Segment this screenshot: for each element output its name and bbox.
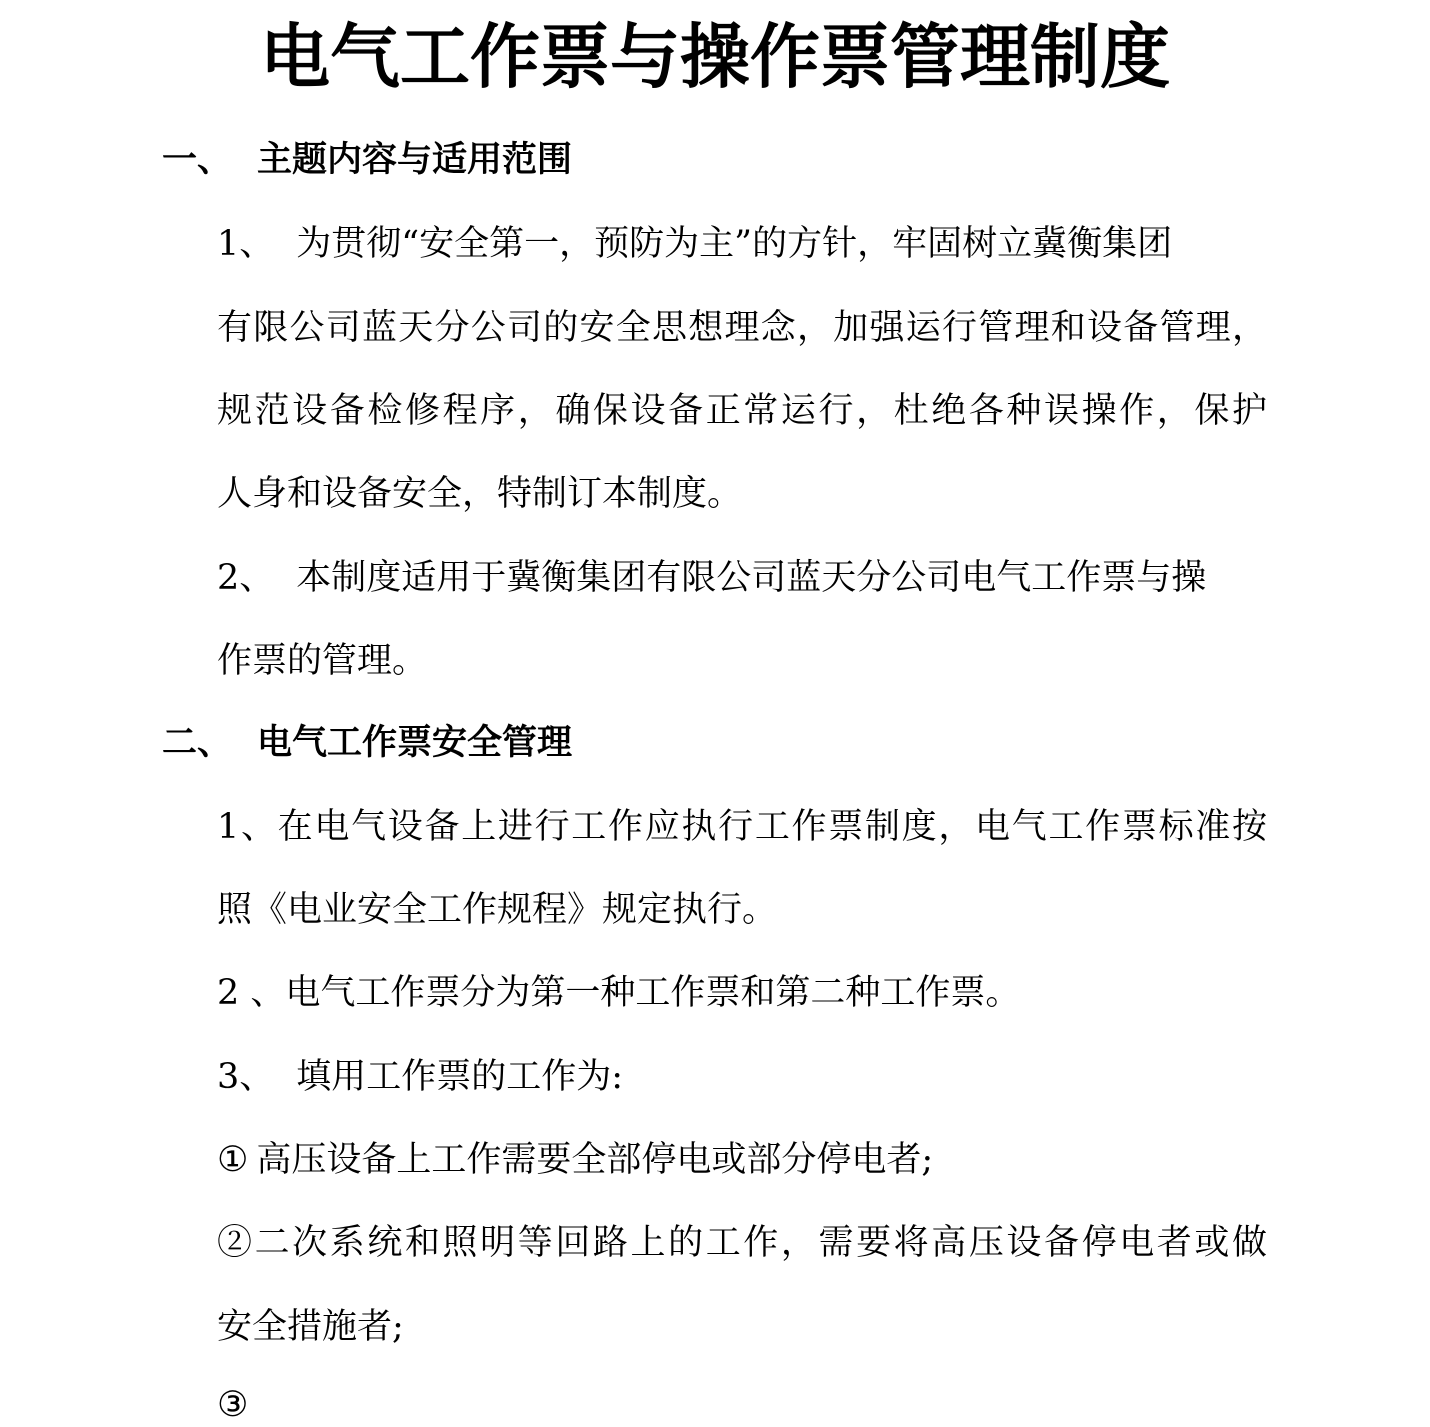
section-title: 电气工作票安全管理 (257, 722, 573, 763)
item-number: 2、 (217, 558, 275, 598)
item-number: 3、 (217, 1057, 275, 1097)
section-number: 二、 (162, 722, 233, 763)
list-item: ②二次系统和照明等回路上的工作，需要将高压设备停电者或做 (217, 1223, 1267, 1263)
list-marker: ① (217, 1140, 249, 1180)
list-item-text: 高压设备上工作需要全部停电或部分停电者; (256, 1140, 934, 1180)
paragraph-line: 2 、电气工作票分为第一种工作票和第二种工作票。 (217, 973, 1021, 1013)
paragraph-line: 安全措施者; (217, 1307, 404, 1347)
paragraph-line (217, 556, 1267, 600)
section-title: 主题内容与适用范围 (257, 139, 573, 180)
paragraph-line: 人身和设备安全，特制订本制度。 (217, 474, 743, 514)
paragraph-line (217, 222, 1267, 266)
list-item (217, 1138, 1267, 1182)
list-item-partial: ③ (217, 1385, 249, 1425)
paragraph-line: 照《电业安全工作规程》规定执行。 (217, 890, 778, 930)
paragraph-line: 规范设备检修程序，确保设备正常运行，杜绝各种误操作，保护 (217, 391, 1267, 431)
item-text: 本制度适用于冀衡集团有限公司蓝天分公司电气工作票与操 (296, 558, 1207, 598)
section-heading-1 (162, 138, 572, 182)
section-heading-2 (162, 721, 572, 765)
document-title: 电气工作票与操作票管理制度 (260, 15, 1170, 98)
paragraph-line: 作票的管理。 (217, 641, 428, 681)
paragraph-line (217, 1055, 1267, 1099)
item-text: 为贯彻“安全第一，预防为主”的方针，牢固树立冀衡集团 (296, 224, 1173, 264)
paragraph-line: 有限公司蓝天分公司的安全思想理念，加强运行管理和设备管理， (217, 308, 1267, 348)
item-number: 1、 (217, 224, 275, 264)
section-number: 一、 (162, 139, 233, 180)
item-text: 填用工作票的工作为: (296, 1057, 624, 1097)
paragraph-line: 1、在电气设备上进行工作应执行工作票制度，电气工作票标准按 (217, 807, 1267, 847)
